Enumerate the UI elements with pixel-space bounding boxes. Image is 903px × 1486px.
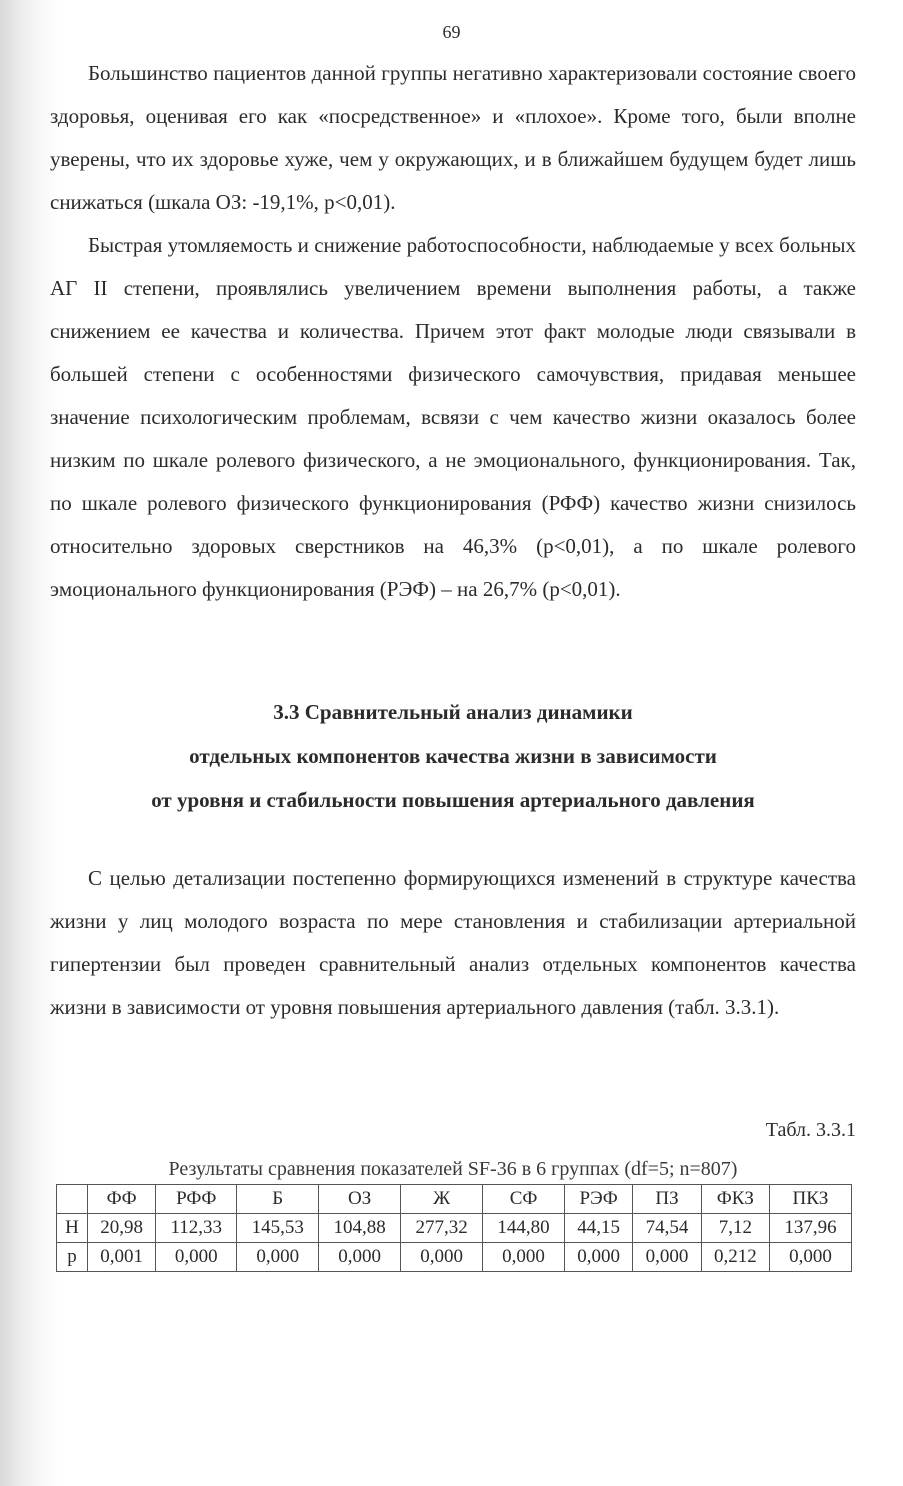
paragraph-1 [50, 52, 856, 224]
table-cell: 0,000 [633, 1243, 701, 1272]
paragraph-3-text: С целью детализации постепенно формирующихся изменений в структуре качества жизни у лиц молодого возраста по мере становления и стабилизации артериальной гипертензии был проведен сравнительный анализ отдельных компонентов качества жизни в зависимости от уровня повышения артериального давления (табл. 3.3.1). [50, 866, 856, 1019]
results-table [56, 1184, 852, 1272]
section-heading [50, 690, 856, 822]
table-corner-cell [57, 1185, 88, 1214]
table-cell: 0,001 [88, 1243, 156, 1272]
table-cell: 74,54 [633, 1214, 701, 1243]
section-heading-line-1: 3.3 Сравнительный анализ динамики [273, 700, 633, 724]
page-number: 69 [442, 22, 461, 42]
table-cell: 145,53 [237, 1214, 319, 1243]
paragraph-2-text: Быстрая утомляемость и снижение работоспособности, наблюдаемые у всех больных АГ II степени, проявлялись увеличением времени выполнения работы, а также снижением ее качества и количества. Причем этот факт молодые люди связывали в большей степени с особенностями физического самочувствия, придавая меньшее значение психологическим проблемам, всвязи с чем качество жизни оказалось более низким по шкале ролевого физического, а не эмоционального, функционирования. Так, по шкале ролевого физического функционирования (РФФ) качество жизни снизилось относительно здоровых сверстников на 46,3% (p<0,01), а по шкале ролевого эмоционального функционирования (РЭФ) – на 26,7% (p<0,01). [50, 233, 856, 601]
table-row-p [57, 1243, 852, 1272]
table-cell: 7,12 [701, 1214, 769, 1243]
table-cell: 0,000 [769, 1243, 851, 1272]
table-header-cell: СФ [483, 1185, 565, 1214]
table-header-cell: ФКЗ [701, 1185, 769, 1214]
table-cell: 277,32 [401, 1214, 483, 1243]
table-cell: 112,33 [156, 1214, 237, 1243]
table-cell: 137,96 [769, 1214, 851, 1243]
table-cell: 44,15 [565, 1214, 633, 1243]
table-row-h [57, 1214, 852, 1243]
paragraph-1-text: Большинство пациентов данной группы негативно характеризовали состояние своего здоровья, оценивая его как «посредственное» и «плохое». Кроме того, были вполне уверены, что их здоровье хуже, чем у окружающих, и в ближайшем будущем будет лишь снижаться (шкала ОЗ: -19,1%, p<0,01). [50, 61, 856, 214]
table-header-row [57, 1185, 852, 1214]
table-row-label: H [57, 1214, 88, 1243]
table-header-cell: Ж [401, 1185, 483, 1214]
table-row-label: p [57, 1243, 88, 1272]
table-label: Табл. 3.3.1 [765, 1119, 856, 1141]
paragraph-3 [50, 857, 856, 1029]
table-header-cell: ОЗ [319, 1185, 401, 1214]
table-cell: 104,88 [319, 1214, 401, 1243]
table-cell: 144,80 [483, 1214, 565, 1243]
paragraph-2 [50, 224, 856, 611]
table-header-cell: РЭФ [565, 1185, 633, 1214]
table-cell: 0,212 [701, 1243, 769, 1272]
table-cell: 0,000 [401, 1243, 483, 1272]
table-header-cell: Б [237, 1185, 319, 1214]
table-header-cell: ПКЗ [769, 1185, 851, 1214]
table-cell: 0,000 [319, 1243, 401, 1272]
section-heading-line-2: отдельных компонентов качества жизни в зависимости [189, 744, 717, 768]
table-cell: 0,000 [483, 1243, 565, 1272]
table-cell: 20,98 [88, 1214, 156, 1243]
table-header-cell: ФФ [88, 1185, 156, 1214]
table-header-cell: РФФ [156, 1185, 237, 1214]
table-cell: 0,000 [237, 1243, 319, 1272]
table-header-cell: ПЗ [633, 1185, 701, 1214]
table-caption: Результаты сравнения показателей SF-36 в 6 группах (df=5; n=807) [168, 1158, 738, 1180]
section-heading-line-3: от уровня и стабильности повышения артериального давления [151, 788, 755, 812]
table-cell: 0,000 [156, 1243, 237, 1272]
table-cell: 0,000 [565, 1243, 633, 1272]
